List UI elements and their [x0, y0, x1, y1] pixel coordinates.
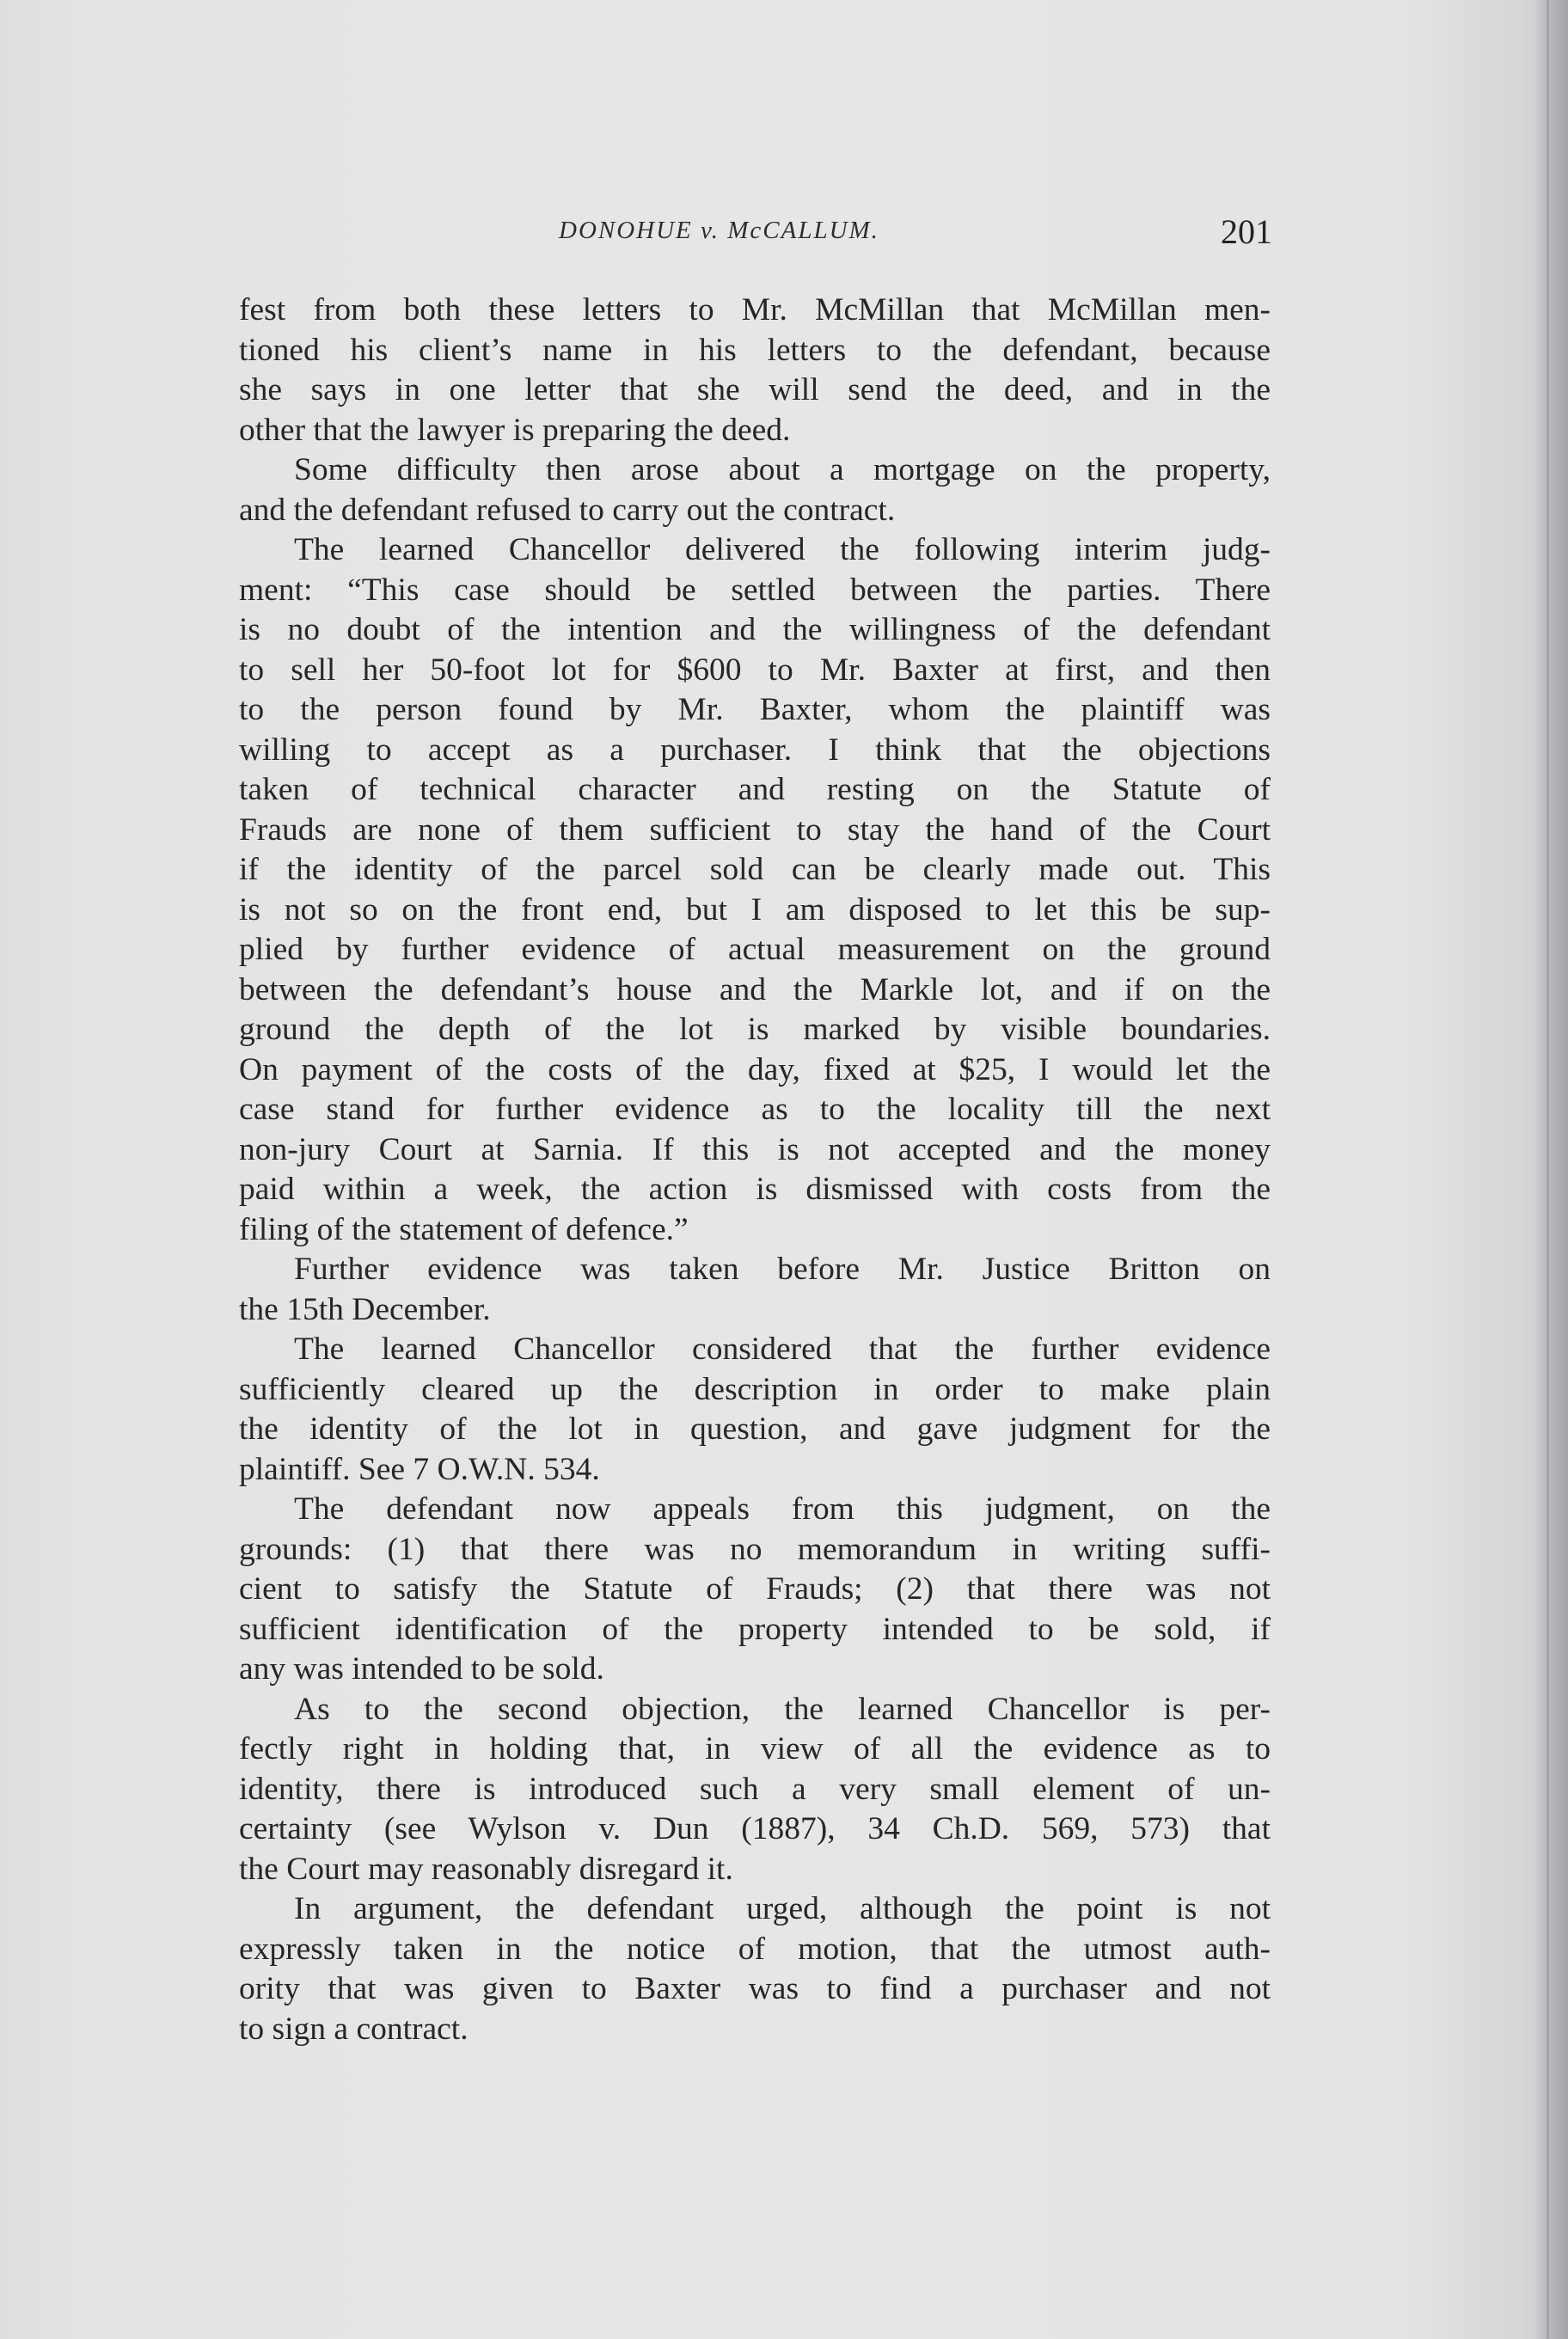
text-line	[239, 1250, 1271, 1290]
text-line	[239, 731, 1271, 771]
text-line-content: Further evidence was taken before Mr. Justice Britton on	[294, 1252, 1271, 1287]
text-line-content: Some difficulty then arose about a mortgage on the property,	[294, 452, 1271, 487]
text-line-content: grounds: (1) that there was no memorandum in writing suffi-	[239, 1531, 1271, 1567]
text-line-content: the Court may reasonably disregard it.	[239, 1851, 733, 1887]
text-line	[239, 1010, 1271, 1050]
text-line-content: ority that was given to Baxter was to find a purchaser and not	[239, 1971, 1271, 2006]
text-line-content: other that the lawyer is preparing the deed.	[239, 412, 791, 448]
text-line	[239, 1170, 1271, 1210]
text-line	[239, 971, 1271, 1011]
text-line-content: sufficient identification of the property intended to be sold, if	[239, 1611, 1271, 1647]
text-line-content: to sign a contract.	[239, 2011, 469, 2047]
text-line	[239, 1570, 1271, 1610]
text-line-content: Frauds are none of them sufficient to stay the hand of the Court	[239, 811, 1271, 848]
text-line	[239, 1969, 1271, 2010]
text-line-content: expressly taken in the notice of motion, that the utmost auth-	[239, 1931, 1271, 1967]
running-title: DONOHUE v. McCALLUM.	[559, 217, 879, 244]
text-line	[239, 291, 1271, 331]
text-line	[239, 1490, 1271, 1530]
text-line	[239, 811, 1271, 851]
text-line-content: fectly right in holding that, in view of all the evidence as to	[239, 1731, 1271, 1766]
text-line	[239, 1370, 1271, 1411]
text-line-content: identity, there is introduced such a very small element of un-	[239, 1771, 1271, 1807]
text-line	[239, 1130, 1271, 1171]
text-line-content: the identity of the lot in question, and gave judgment for the	[239, 1411, 1271, 1447]
text-line	[239, 1410, 1271, 1450]
text-line-content: to sell her 50-foot lot for $600 to Mr. Baxter at first, and then	[239, 652, 1271, 688]
text-line	[239, 530, 1271, 571]
text-line-content: filing of the statement of defence.”	[239, 1211, 689, 1247]
text-line-content: ground the depth of the lot is marked by visible boundaries.	[239, 1012, 1271, 1047]
text-line	[239, 411, 1271, 451]
text-line	[239, 850, 1271, 891]
text-line	[239, 1050, 1271, 1091]
text-line	[239, 1850, 1271, 1890]
text-line	[239, 571, 1271, 611]
text-line	[239, 1650, 1271, 1690]
text-line-content: she says in one letter that she will send the deed, and in the	[239, 372, 1271, 407]
text-line	[239, 1330, 1271, 1370]
text-line-content: if the identity of the parcel sold can be clearly made out. This	[239, 852, 1271, 887]
text-line	[239, 2010, 1271, 2050]
text-line	[239, 370, 1271, 411]
text-line-content: between the defendant’s house and the Markle lot, and if on the	[239, 971, 1271, 1007]
text-line-content: paid within a week, the action is dismissed with costs from the	[239, 1172, 1271, 1207]
text-line-content: any was intended to be sold.	[239, 1651, 604, 1687]
text-line	[239, 450, 1271, 491]
text-line	[239, 1610, 1271, 1650]
text-line-content: sufficiently cleared up the description in order to make plain	[239, 1371, 1271, 1407]
text-line-content: On payment of the costs of the day, fixed at $25, I would let the	[239, 1051, 1271, 1087]
text-line-content: plied by further evidence of actual measurement on the ground	[239, 932, 1271, 967]
page-edge-line	[1547, 0, 1549, 2339]
page-number: 201	[1221, 212, 1272, 251]
text-line	[239, 1690, 1271, 1730]
text-line	[239, 1090, 1271, 1130]
text-line-content: to the person found by Mr. Baxter, whom the plaintiff was	[239, 692, 1271, 727]
text-line	[239, 331, 1271, 371]
text-line-content: plaintiff. See 7 O.W.N. 534.	[239, 1451, 600, 1487]
text-line	[239, 891, 1271, 931]
text-line-content: the 15th December.	[239, 1291, 491, 1327]
text-line	[239, 491, 1271, 531]
text-line	[239, 1809, 1271, 1850]
text-line-content: cient to satisfy the Statute of Frauds; (2) that there was not	[239, 1571, 1271, 1607]
text-line	[239, 690, 1271, 731]
text-line-content: is no doubt of the intention and the willingness of the defendant	[239, 612, 1271, 647]
text-line-content: The defendant now appeals from this judgment, on the	[294, 1491, 1271, 1527]
body-text	[239, 291, 1271, 2049]
text-line	[239, 1290, 1271, 1331]
text-line	[239, 1889, 1271, 1930]
text-line-content: The learned Chancellor considered that the further evidence	[294, 1332, 1271, 1367]
text-line-content: and the defendant refused to carry out the contract.	[239, 492, 896, 528]
text-line	[239, 1210, 1271, 1251]
text-line	[239, 610, 1271, 651]
text-line-content: fest from both these letters to Mr. McMillan that McMillan men-	[239, 292, 1271, 328]
text-line	[239, 651, 1271, 691]
text-line-content: The learned Chancellor delivered the following interim judg-	[294, 532, 1271, 567]
text-line	[239, 770, 1271, 811]
text-line	[239, 1730, 1271, 1770]
text-line	[239, 1530, 1271, 1571]
text-line-content: taken of technical character and resting on the Statute of	[239, 772, 1271, 807]
running-head	[241, 212, 1272, 258]
text-line-content: As to the second objection, the learned Chancellor is per-	[294, 1691, 1271, 1727]
text-line-content: certainty (see Wylson v. Dun (1887), 34 Ch.D. 569, 573) that	[239, 1811, 1271, 1846]
text-line-content: willing to accept as a purchaser. I think that the objections	[239, 732, 1271, 768]
text-line-content: tioned his client’s name in his letters to the defendant, because	[239, 332, 1271, 368]
text-line	[239, 1930, 1271, 1970]
text-line	[239, 930, 1271, 971]
text-line-content: In argument, the defendant urged, although the point is not	[294, 1891, 1271, 1926]
text-line-content: is not so on the front end, but I am disposed to let this be sup-	[239, 891, 1271, 928]
text-line	[239, 1770, 1271, 1810]
text-line-content: non-jury Court at Sarnia. If this is not accepted and the money	[239, 1131, 1271, 1167]
page-edge-shadow	[1534, 0, 1568, 2339]
text-line-content: case stand for further evidence as to the locality till the next	[239, 1092, 1271, 1127]
text-line-content: ment: “This case should be settled between the parties. There	[239, 572, 1271, 608]
text-line	[239, 1450, 1271, 1491]
